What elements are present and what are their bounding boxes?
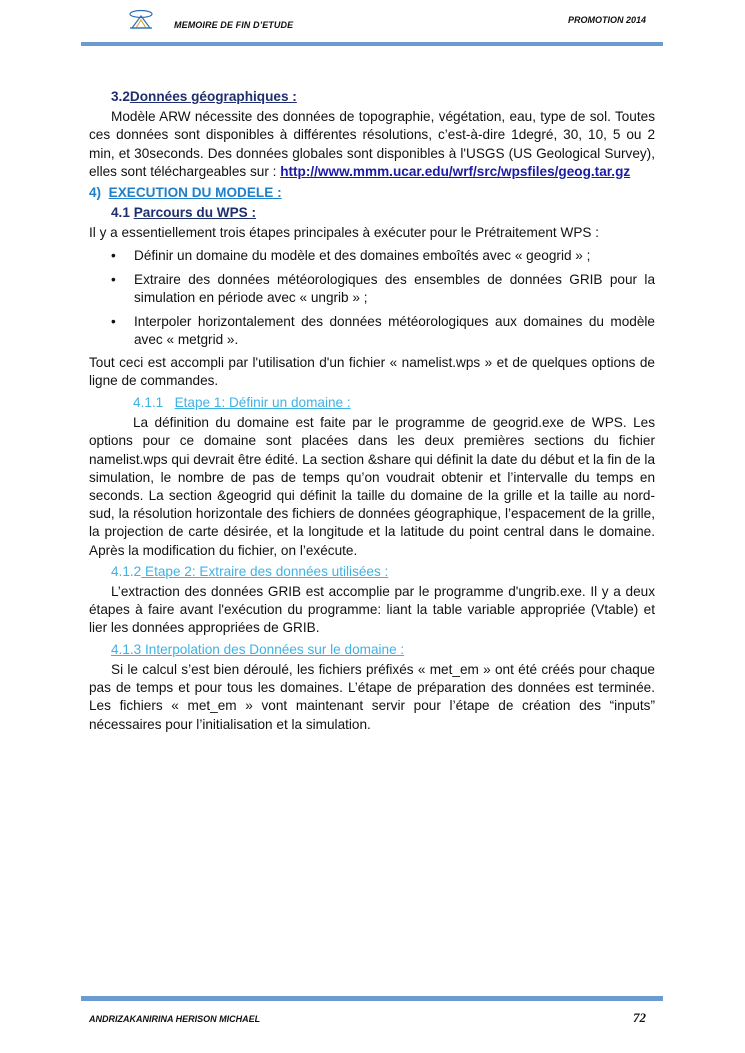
heading-4 — [89, 184, 655, 202]
heading-title: Etape 2: Extraire des données utilisées : — [141, 563, 389, 579]
paragraph-wps-intro: Il y a essentiellement trois étapes principales à exécuter pour le Prétraitement WPS : — [89, 225, 600, 241]
paragraph-geographic-data — [89, 108, 655, 181]
heading-number: 4.1.2 — [111, 563, 142, 579]
wps-steps-list — [89, 247, 655, 350]
page-number: 72 — [633, 1010, 646, 1025]
heading-4-1-3 — [89, 641, 655, 659]
paragraph-text: Modèle ARW nécessite des données de topographie, végétation, eau, type de sol. Toutes ces données sont disponibles à différentes résolutions, c’est-à-dire 1degré, 30, 10, 5 ou 2 min, et 30seconds. Des données globales sont disponibles à l'USGS (US Geological Survey), elles sont téléchargeables sur : — [89, 109, 655, 179]
heading-4-1-1 — [89, 394, 655, 412]
paragraph-grib-extraction: L’extraction des données GRIB est accomplie par le programme d'ungrib.exe. Il y a deux étapes à faire avant l'exécution du programme: liant la table variable appropriée (Vtable) et lier les données appropriées de GRIB. — [89, 584, 655, 636]
heading-4-1-2 — [89, 563, 655, 581]
bullet-icon: • — [111, 314, 116, 330]
paragraph-domain-definition: La définition du domaine est faite par le programme de geogrid.exe de WPS. Les options pour ce domaine sont placées dans les deux premières sections du fichier namelist.wps qui devrait être édité. La section &share qui définit la date du début et la fin de la simulation, le nombre de pas de temps qu’on voudrait obtenir et l’intervalle du temps en seconds. La section &geogrid qui définit la taille du domaine de la grille et la taille au nord-sud, la résolution horizontale des fichiers de données géographique, l’espacement de la grille, la projection de carte désirée, et la longitude et la latitude du point central dans le domaine. Après la modification du fichier, on l’exécute. — [89, 415, 655, 558]
heading-number: 4) — [89, 185, 102, 201]
heading-title: Parcours du WPS : — [133, 205, 257, 221]
heading-number: 3.2 — [111, 89, 130, 104]
page-body — [89, 88, 655, 734]
document-title: MEMOIRE DE FIN D’ETUDE — [174, 20, 294, 30]
bullet-icon: • — [111, 271, 116, 287]
heading-title: EXECUTION DU MODELE : — [108, 185, 282, 201]
heading-number: 4.1 — [111, 205, 130, 221]
bullet-icon: • — [111, 247, 116, 263]
footer-rule — [81, 996, 663, 1001]
heading-title: Données géographiques : — [129, 89, 297, 104]
heading-3-2 — [89, 88, 655, 106]
geog-download-link[interactable]: http://www.mmm.ucar.edu/wrf/src/wpsfiles/geog.tar.gz — [280, 163, 631, 179]
list-item: • Définir un domaine du modèle et des domaines emboîtés avec « geogrid » ; — [89, 247, 655, 265]
heading-title: 4.1.3 Interpolation des Données sur le domaine : — [111, 641, 405, 657]
author-name: ANDRIZAKANIRINA HERISON MICHAEL — [89, 1014, 261, 1024]
university-logo-icon — [126, 8, 156, 30]
paragraph-interpolation: Si le calcul s’est bien déroulé, les fichiers préfixés « met_em » ont été créés pour chaque pas de temps et pour tous les domaines. L’étape de préparation des données est terminée. Les fichiers « met_em » vont maintenant servir pour l’étape de création des “inputs” nécessaires pour l’initialisation et la simulation. — [89, 661, 655, 732]
list-item: • Extraire des données météorologiques des ensembles de données GRIB pour la simulation en période avec « ungrib » ; — [111, 271, 655, 306]
list-item: • Interpoler horizontalement des données météorologiques aux domaines du modèle avec « metgrid ». — [111, 314, 655, 348]
header-rule — [81, 42, 663, 46]
heading-title: Etape 1: Définir un domaine : — [174, 395, 351, 411]
paragraph-namelist: Tout ceci est accompli par l'utilisation d'un fichier « namelist.wps » et de quelques options de ligne de commandes. — [89, 354, 655, 388]
heading-number: 4.1.1 — [133, 395, 164, 411]
promotion-label: PROMOTION 2014 — [568, 15, 647, 25]
heading-4-1 — [89, 204, 655, 222]
